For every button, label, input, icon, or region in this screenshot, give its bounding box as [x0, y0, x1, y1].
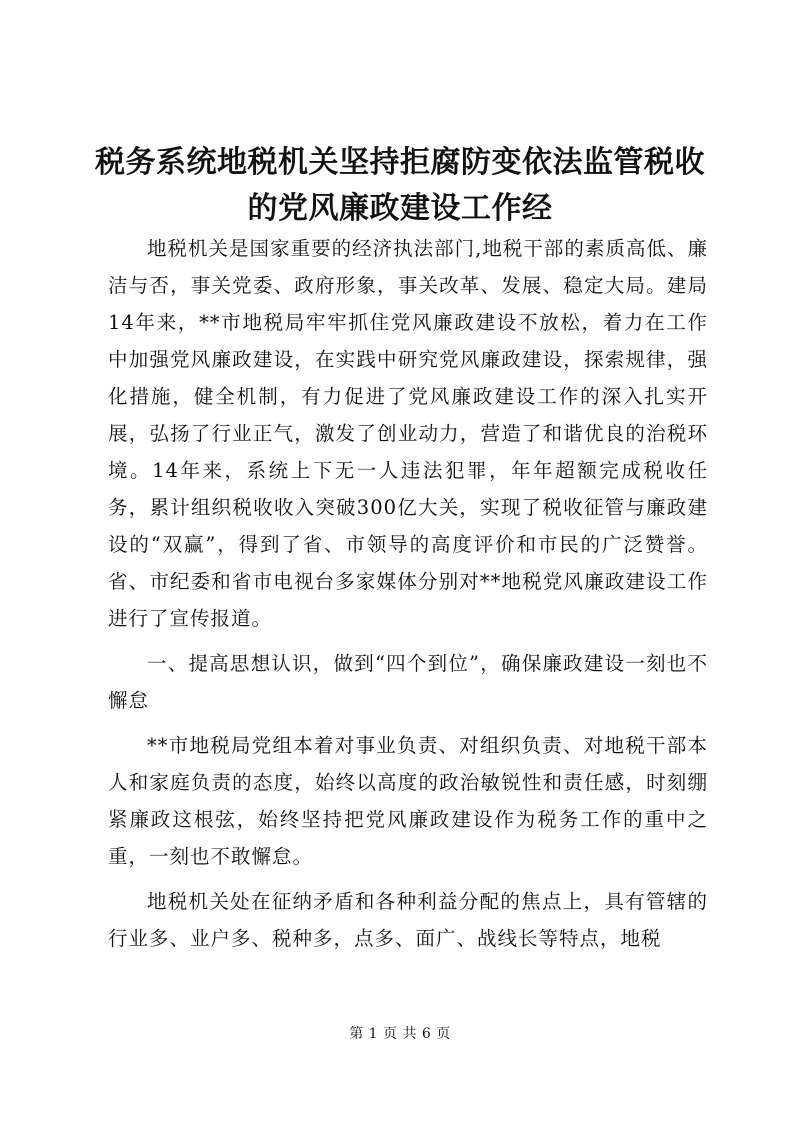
document-title: 税务系统地税机关坚持拒腐防变依法监管税收的党风廉政建设工作经 — [95, 145, 705, 226]
section-heading-1: 一、提高思想认识，做到“四个到位”，确保廉政建设一刻也不懈怠 — [108, 652, 708, 712]
paragraph-intro: 地税机关是国家重要的经济执法部门,地税干部的素质高低、廉洁与否，事关党委、政府形象，事关改革、发展、稳定大局。建局14年来，**市地税局牢牢抓住党风廉政建设不放松，着力在工作中加强党风廉政建设，在实践中研究党风廉政建设，探索规律，强化措施，健全机制，有力促进了党风廉政建设工作的深入扎实开展，弘扬了行业正气，激发了创业动力，营造了和谐优良的治税环境。14年来，系统上下无一人违法犯罪，年年超额完成税收任务，累计组织税收收入突破300亿大关，实现了税收征管与廉政建设的“双赢”，得到了省、市领导的高度评价和市民的广泛赞誉。省、市纪委和省市电视台多家媒体分别对**地税党风廉政建设工作进行了宣传报道。 — [108, 237, 708, 630]
paragraph-party-group: **市地税局党组本着对事业负责、对组织负责、对地税干部本人和家庭负责的态度，始终以高度的政治敏锐性和责任感，时刻绷紧廉政这根弦，始终坚持把党风廉政建设作为税务工作的重中之重，一刻也不敢懈怠。 — [108, 734, 708, 868]
page-footer: 第 1 页 共 6 页 — [349, 1026, 451, 1042]
paragraph-tax-authority: 地税机关处在征纳矛盾和各种利益分配的焦点上，具有管辖的行业多、业户多、税种多，点多、面广、战线长等特点，地税 — [108, 890, 708, 950]
document-body — [108, 230, 708, 957]
